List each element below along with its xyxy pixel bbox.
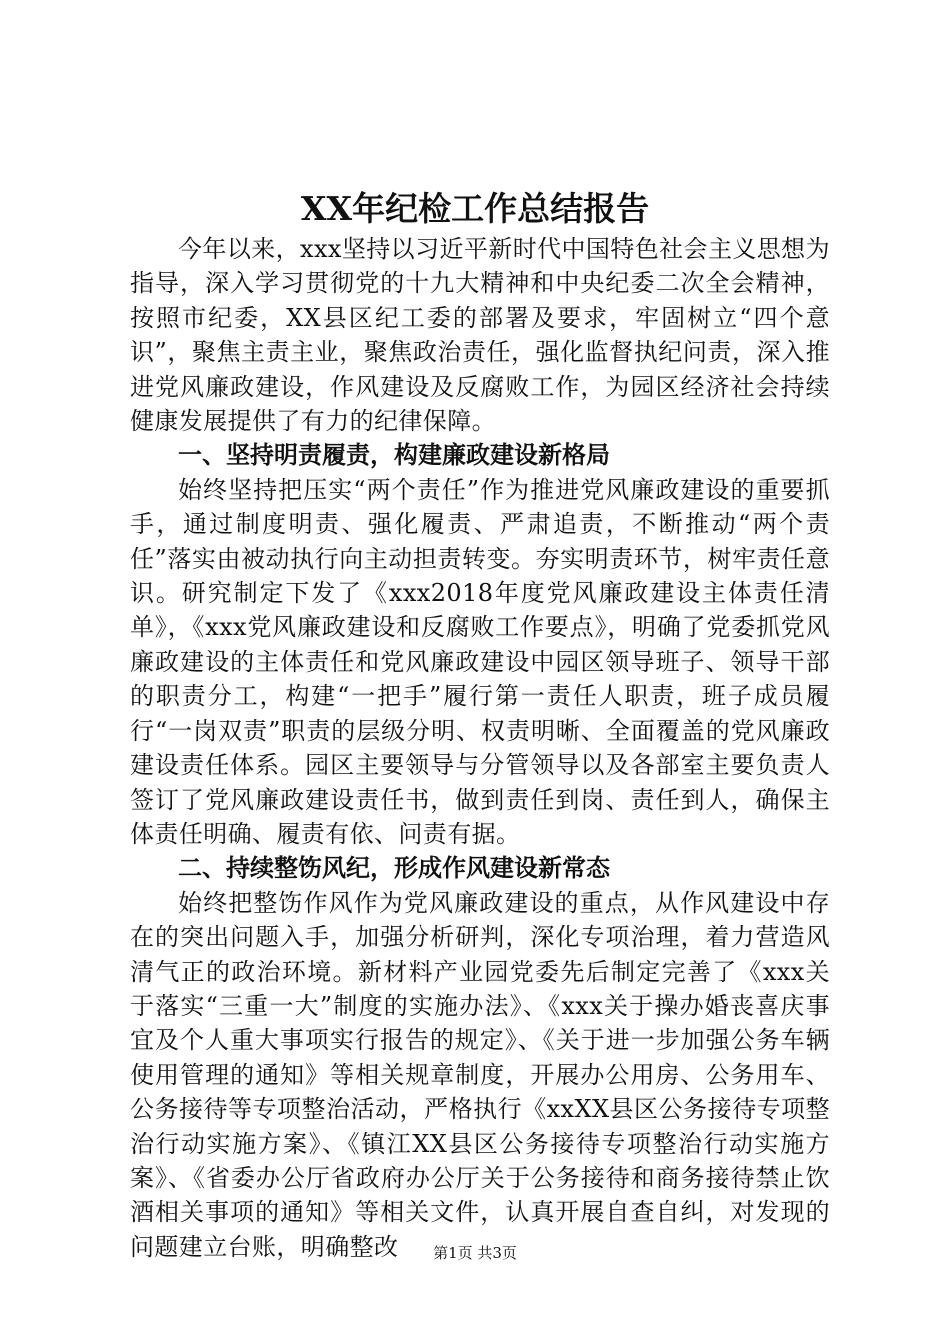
document-title: XX年纪检工作总结报告 bbox=[300, 189, 650, 228]
page-total: 共3页 bbox=[477, 1244, 517, 1262]
section-body-2: 始终把整饬作风作为党风廉政建设的重点，从作风建设中存在的突出问题入手，加强分析研判，深化专项治理，着力营造风清气正的政治环境。新材料产业园党委先后制定完善了《xxx关于落实“三重一大”制度的实施办法》、《xxx关于操办婚丧喜庆事宜及个人重大事项实行报告的规定》、《关于进一步加强公务车辆使用管理的通知》等相关规章制度，开展办公用房、公务用车、公务接待等专项整治活动，严格执行《xxXX县区公务接待专项整治行动实施方案》、《镇江XX县区公务接待专项整治行动实施方案》、《省委办公厅省政府办公厅关于公务接待和商务接待禁止饮酒相关事项的通知》等相关文件，认真开展自查自纠，对发现的问题建立台账，明确整改 bbox=[130, 888, 830, 1261]
page-number: 第1页 bbox=[433, 1244, 473, 1262]
section-heading-2: 二、持续整饬风纪，形成作风建设新常态 bbox=[178, 853, 610, 883]
document-body bbox=[130, 232, 830, 1264]
section-heading-1: 一、坚持明责履责，构建廉政建设新格局 bbox=[178, 440, 610, 470]
intro-paragraph: 今年以来，xxx坚持以习近平新时代中国特色社会主义思想为指导，深入学习贯彻党的十九大精神和中央纪委二次全会精神，按照市纪委，XX县区纪工委的部署及要求，牢固树立“四个意识”，聚焦主责主业，聚焦政治责任，强化监督执纪问责，深入推进党风廉政建设，作风建设及反腐败工作，为园区经济社会持续健康发展提供了有力的纪律保障。 bbox=[130, 235, 830, 436]
page-footer bbox=[0, 1243, 950, 1263]
section-body-1: 始终坚持把压实“两个责任”作为推进党风廉政建设的重要抓手，通过制度明责、强化履责、严肃追责，不断推动“两个责任”落实由被动执行向主动担责转变。夯实明责环节，树牢责任意识。研究制定下发了《xxx2018年度党风廉政建设主体责任清单》，《xxx党风廉政建设和反腐败工作要点》，明确了党委抓党风廉政建设的主体责任和党风廉政建设中园区领导班子、领导干部的职责分工，构建“一把手”履行第一责任人职责，班子成员履行“一岗双责”职责的层级分明、权责明晰、全面覆盖的党风廉政建设责任体系。园区主要领导与分管领导以及各部室主要负责人签订了党风廉政建设责任书，做到责任到岗、责任到人，确保主体责任明确、履责有依、问责有据。 bbox=[130, 475, 830, 848]
